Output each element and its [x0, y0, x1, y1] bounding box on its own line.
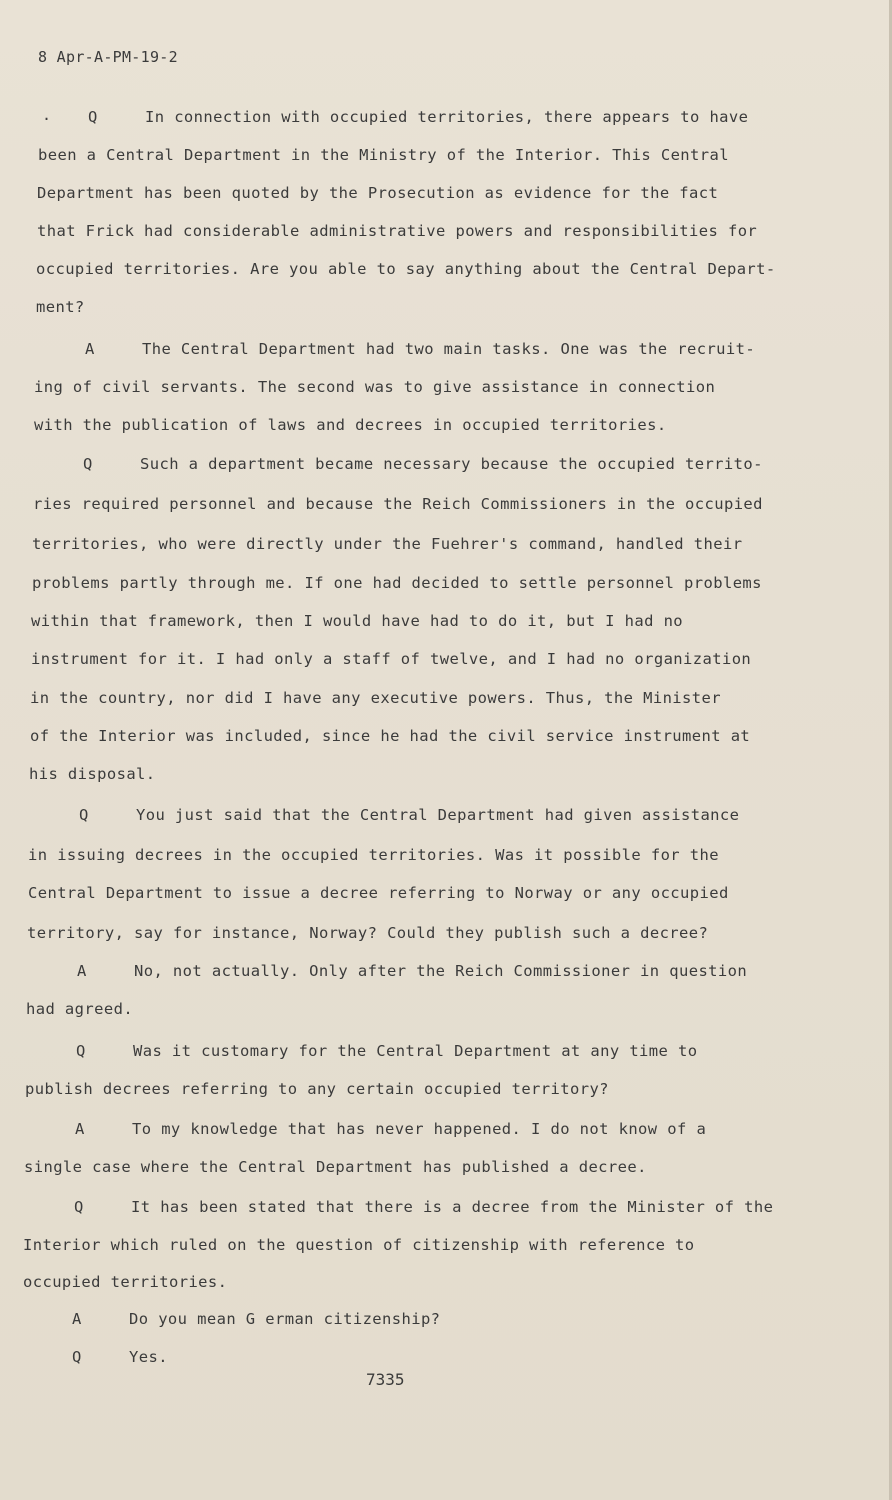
transcript-line: Such a department became necessary because the occupied territo- — [140, 455, 763, 473]
speaker-label: A — [77, 962, 87, 980]
transcript-line: Yes. — [129, 1348, 168, 1366]
document-reference: 8 Apr-A-PM-19-2 — [38, 48, 178, 66]
transcript-line: Was it customary for the Central Department at any time to — [133, 1042, 698, 1060]
transcript-line: his disposal. — [29, 765, 156, 783]
transcript-line: ment? — [36, 298, 85, 316]
margin-mark: · — [42, 110, 52, 128]
transcript-line: had agreed. — [26, 1000, 134, 1018]
transcript-line: that Frick had considerable administrative powers and responsibilities for — [37, 222, 758, 240]
speaker-label: Q — [74, 1198, 84, 1216]
speaker-label: A — [75, 1120, 85, 1138]
transcript-line: Central Department to issue a decree referring to Norway or any occupied — [28, 884, 729, 902]
transcript-line: occupied territories. — [23, 1273, 228, 1291]
speaker-label: A — [85, 340, 95, 358]
transcript-line: occupied territories. Are you able to say anything about the Central Depart- — [36, 260, 776, 278]
transcript-line: with the publication of laws and decrees in occupied territories. — [34, 416, 667, 434]
transcript-line: Department has been quoted by the Prosecution as evidence for the fact — [37, 184, 719, 202]
speaker-label: Q — [83, 455, 93, 473]
speaker-label: Q — [79, 806, 89, 824]
transcript-line: of the Interior was included, since he had the civil service instrument at — [30, 727, 751, 745]
transcript-line: within that framework, then I would have had to do it, but I had no — [31, 612, 684, 630]
transcript-line: Do you mean G erman citizenship? — [129, 1310, 441, 1328]
speaker-label: Q — [76, 1042, 86, 1060]
transcript-line: in the country, nor did I have any executive powers. Thus, the Minister — [30, 689, 721, 707]
transcript-line: To my knowledge that has never happened. I do not know of a — [132, 1120, 707, 1138]
transcript-line: single case where the Central Department has published a decree. — [24, 1158, 647, 1176]
transcript-line: It has been stated that there is a decree from the Minister of the — [131, 1198, 774, 1216]
transcript-line: instrument for it. I had only a staff of twelve, and I had no organization — [31, 650, 752, 668]
transcript-line: in issuing decrees in the occupied territories. Was it possible for the — [28, 846, 719, 864]
transcript-line: ries required personnel and because the Reich Commissioners in the occupied — [33, 495, 763, 513]
speaker-label: Q — [88, 108, 98, 126]
transcript-line: territories, who were directly under the Fuehrer's command, handled their — [32, 535, 743, 553]
speaker-label: Q — [72, 1348, 82, 1366]
transcript-line: ing of civil servants. The second was to give assistance in connection — [34, 378, 716, 396]
page-number: 7335 — [366, 1370, 405, 1389]
transcript-line: You just said that the Central Department had given assistance — [136, 806, 740, 824]
transcript-line: In connection with occupied territories, there appears to have — [145, 108, 749, 126]
transcript-line: Interior which ruled on the question of citizenship with reference to — [23, 1236, 695, 1254]
speaker-label: A — [72, 1310, 82, 1328]
transcript-line: problems partly through me. If one had decided to settle personnel problems — [32, 574, 762, 592]
transcript-line: been a Central Department in the Ministry of the Interior. This Central — [38, 146, 729, 164]
transcript-line: The Central Department had two main tasks. One was the recruit- — [142, 340, 756, 358]
transcript-line: No, not actually. Only after the Reich Commissioner in question — [134, 962, 748, 980]
transcript-line: publish decrees referring to any certain occupied territory? — [25, 1080, 609, 1098]
transcript-line: territory, say for instance, Norway? Could they publish such a decree? — [27, 924, 709, 942]
